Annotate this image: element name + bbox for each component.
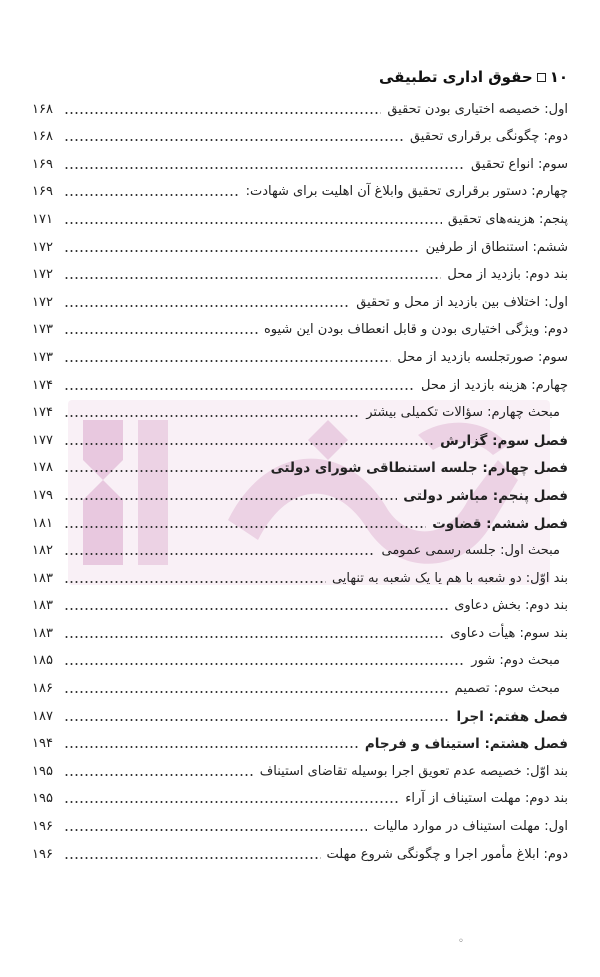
dot-leader [64, 443, 434, 445]
toc-entry-title: دوم: ابلاغ مأمور اجرا و چگونگی شروع مهلت [326, 846, 568, 862]
toc-entry-title: مبحث چهارم: سؤالات تکمیلی بیشتر [366, 405, 560, 421]
dot-leader [64, 277, 441, 279]
toc-entry [32, 616, 568, 644]
dot-leader [64, 774, 254, 776]
toc-entry-title: دوم: چگونگی برقراری تحقیق [409, 129, 568, 145]
toc-entry-title: فصل سوم: گزارش [440, 432, 568, 449]
dot-leader [64, 388, 415, 390]
dot-leader [64, 470, 265, 472]
toc-entry-page-number: ۱۸۵ [32, 653, 53, 669]
toc-entry [32, 147, 568, 175]
toc-entry-page-number: ۱۷۸ [32, 460, 53, 476]
toc-entry-title: مبحث دوم: شور [471, 653, 560, 669]
toc-entry [32, 478, 568, 506]
toc-entry-title: فصل هشتم: استیناف و فرجام [364, 736, 568, 753]
toc-entry-page-number: ۱۶۸ [32, 101, 53, 117]
dot-leader [64, 719, 450, 721]
page-number: ۱۰ [549, 68, 568, 86]
toc-entry-title: فصل ششم: قضاوت [432, 515, 568, 532]
toc-entry [32, 120, 568, 148]
toc-entry-page-number: ۱۷۴ [32, 377, 53, 393]
toc-entry [32, 754, 568, 782]
toc-entry [32, 423, 568, 451]
toc-entry-title: مبحث سوم: تصمیم [454, 681, 560, 697]
toc-entry [32, 506, 568, 534]
toc-entry [32, 451, 568, 479]
toc-entry [32, 175, 568, 203]
dot-leader [64, 663, 465, 665]
toc-entry-page-number: ۱۶۹ [32, 184, 53, 200]
dot-leader [64, 801, 399, 803]
dot-leader [64, 194, 240, 196]
toc-entry-page-number: ۱۹۴ [32, 736, 53, 752]
table-of-contents [32, 92, 568, 865]
toc-entry-page-number: ۱۷۲ [32, 294, 53, 310]
toc-entry [32, 561, 568, 589]
toc-entry-title: مبحث اول: جلسه رسمی عمومی [381, 543, 560, 559]
dot-leader [64, 250, 420, 252]
toc-entry-page-number: ۱۸۳ [32, 598, 53, 614]
toc-entry [32, 727, 568, 755]
toc-entry-title: اول: اختلاف بین بازدید از محل و تحقیق [356, 294, 568, 310]
toc-entry [32, 258, 568, 286]
dot-leader [64, 636, 444, 638]
toc-entry-title: بند دوم: بخش دعاوی [454, 598, 568, 614]
toc-entry-title: اول: خصیصه اختیاری بودن تحقیق [387, 101, 568, 117]
toc-entry-page-number: ۱۷۴ [32, 405, 53, 421]
toc-entry [32, 285, 568, 313]
toc-entry-page-number: ۱۸۱ [32, 515, 53, 531]
page-header [40, 66, 568, 88]
toc-entry-title: چهارم: دستور برقراری تحقیق وابلاغ آن اهلیت برای شهادت: [245, 184, 568, 200]
dot-leader [64, 857, 321, 859]
toc-entry [32, 809, 568, 837]
dot-leader [64, 608, 448, 610]
toc-entry-page-number: ۱۷۲ [32, 267, 53, 283]
toc-entry-title: بند دوم: بازدید از محل [447, 267, 568, 283]
toc-entry [32, 699, 568, 727]
toc-entry [32, 313, 568, 341]
dot-leader [64, 305, 350, 307]
dot-leader [64, 415, 360, 417]
toc-entry-title: سوم: صورتجلسه بازدید از محل [397, 349, 568, 365]
toc-entry [32, 782, 568, 810]
page-footer-mark: ◦ [458, 936, 464, 947]
toc-entry-title: سوم: انواع تحقیق [471, 156, 568, 172]
toc-entry-page-number: ۱۸۶ [32, 681, 53, 697]
dot-leader [64, 222, 442, 224]
toc-entry-page-number: ۱۹۵ [32, 791, 53, 807]
dot-leader [64, 360, 391, 362]
toc-entry-page-number: ۱۷۱ [32, 211, 53, 227]
dot-leader [64, 746, 359, 748]
toc-entry [32, 340, 568, 368]
toc-entry-title: بند دوم: مهلت استیناف از آراء [405, 791, 568, 807]
toc-entry [32, 368, 568, 396]
toc-entry-page-number: ۱۹۵ [32, 763, 53, 779]
toc-entry [32, 230, 568, 258]
book-title: حقوق اداری تطبیقی [378, 68, 533, 86]
toc-entry-page-number: ۱۷۷ [32, 432, 53, 448]
toc-entry-page-number: ۱۶۹ [32, 156, 53, 172]
dot-leader [64, 167, 465, 169]
toc-entry-title: بند اوّل: خصیصه عدم تعویق اجرا بوسیله تقاضای استیناف [259, 763, 568, 779]
dot-leader [64, 332, 258, 334]
toc-entry-title: چهارم: هزینه بازدید از محل [421, 377, 568, 393]
dot-leader [64, 139, 404, 141]
toc-entry-title: فصل پنجم: مباشر دولتی [403, 487, 568, 504]
dot-leader [64, 553, 375, 555]
toc-entry-page-number: ۱۷۳ [32, 322, 53, 338]
dot-leader [64, 691, 449, 693]
toc-entry-title: دوم: ویژگی اختیاری بودن و قابل انعطاف بودن این شیوه [263, 322, 568, 338]
toc-entry-page-number: ۱۷۲ [32, 239, 53, 255]
dot-leader [64, 829, 367, 831]
dot-leader [64, 526, 426, 528]
toc-entry-title: ششم: استنطاق از طرفین [425, 239, 568, 255]
toc-entry [32, 92, 568, 120]
toc-entry-title: فصل هفتم: اجرا [456, 708, 568, 725]
toc-entry [32, 837, 568, 865]
toc-entry [32, 671, 568, 699]
toc-entry-title: پنجم: هزینه‌های تحقیق [447, 211, 568, 227]
toc-entry-page-number: ۱۸۳ [32, 570, 53, 586]
square-ornament-icon [537, 73, 546, 82]
toc-entry-title: بند اوّل: دو شعبه با هم یا یک شعبه به تنهایی [331, 570, 568, 586]
toc-entry-page-number: ۱۶۸ [32, 129, 53, 145]
toc-entry-title: فصل چهارم: جلسه استنطاقی شورای دولتی [270, 460, 568, 477]
toc-entry-page-number: ۱۸۳ [32, 625, 53, 641]
toc-entry-title: بند سوم: هیأت دعاوی [450, 625, 568, 641]
toc-entry [32, 396, 568, 424]
toc-entry [32, 202, 568, 230]
dot-leader [64, 498, 397, 500]
toc-entry-page-number: ۱۸۷ [32, 708, 53, 724]
toc-entry [32, 644, 568, 672]
toc-entry-page-number: ۱۸۲ [32, 543, 53, 559]
toc-entry-page-number: ۱۹۶ [32, 846, 53, 862]
toc-entry [32, 589, 568, 617]
toc-entry-page-number: ۱۹۶ [32, 819, 53, 835]
toc-entry-title: اول: مهلت استیناف در موارد مالیات [373, 819, 568, 835]
toc-entry-page-number: ۱۷۳ [32, 349, 53, 365]
toc-entry-page-number: ۱۷۹ [32, 487, 53, 503]
toc-entry [32, 534, 568, 562]
dot-leader [64, 112, 381, 114]
dot-leader [64, 581, 326, 583]
